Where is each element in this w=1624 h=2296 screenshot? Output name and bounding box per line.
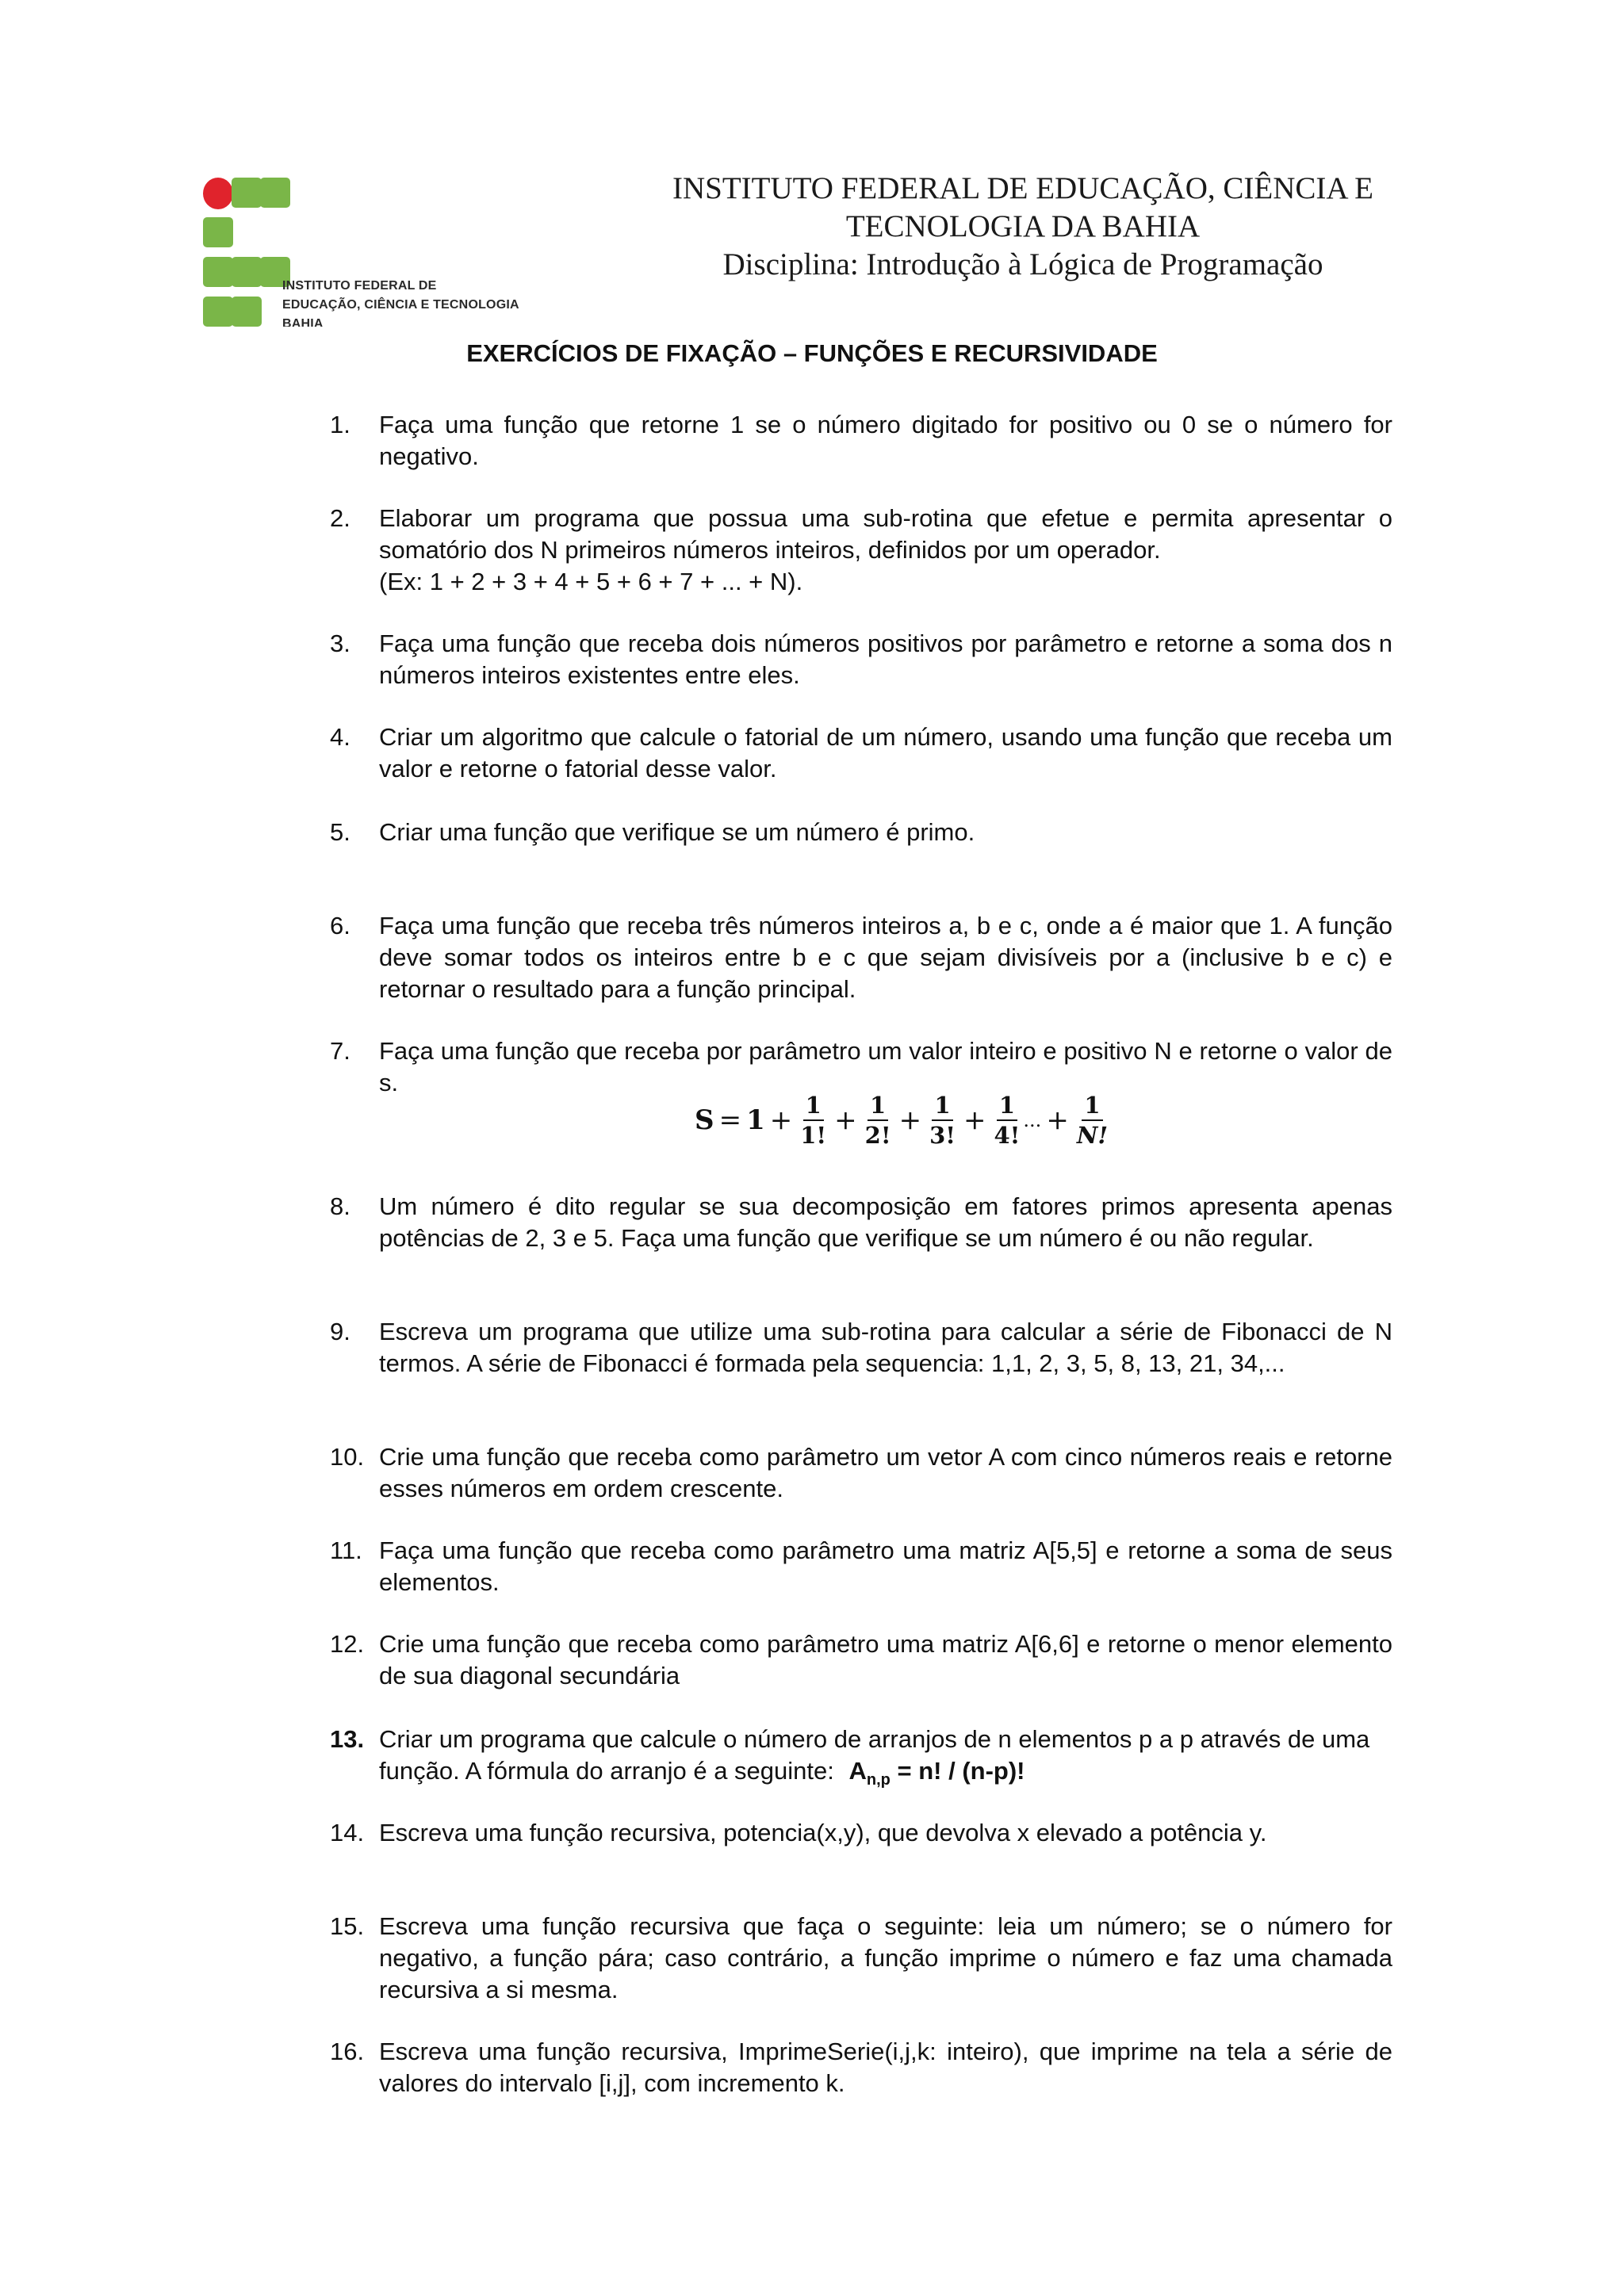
formula-fraction xyxy=(929,1091,956,1150)
formula-plus: + xyxy=(769,1104,793,1136)
exercise-number: 12. xyxy=(330,1630,365,1658)
exercise-number: 5. xyxy=(330,818,350,846)
exercise-item xyxy=(330,628,1392,691)
exercise-text: Escreva uma função recursiva, ImprimeSerie(i,j,k: inteiro), que imprime na tela a série de valores do intervalo [i,j], com incremento k. xyxy=(379,2038,1392,2097)
exercise-number: 3. xyxy=(330,629,350,657)
logo-text-line1: INSTITUTO FEDERAL DE xyxy=(282,279,437,293)
fraction-denominator: N! xyxy=(1076,1122,1109,1149)
logo-square xyxy=(203,297,233,327)
exercise-item xyxy=(330,1817,1392,1849)
formula-ellipsis: ... xyxy=(1023,1109,1042,1131)
exercise-text: Um número é dito regular se sua decomposição em fatores primos apresenta apenas potências de 2, 3 e 5. Faça uma função que verifique se um número é ou não regular. xyxy=(379,1192,1392,1252)
formula-plus: + xyxy=(898,1104,922,1136)
logo-text-line3: BAHIA xyxy=(282,317,324,327)
exercise-text: Escreva um programa que utilize uma sub-rotina para calcular a série de Fibonacci de N termos. A série de Fibonacci é formada pela sequencia: 1,1, 2, 3, 5, 8, 13, 21, 34,... xyxy=(379,1318,1392,1377)
exercise-text: Faça uma função que receba por parâmetro um valor inteiro e positivo N e retorne o valor de s. xyxy=(379,1037,1392,1096)
fraction-denominator: 4! xyxy=(994,1122,1021,1149)
exercise-number: 6. xyxy=(330,912,350,939)
header-line2: TECNOLOGIA DA BAHIA xyxy=(845,209,1201,243)
formula-plus: + xyxy=(963,1104,986,1136)
logo-square xyxy=(203,217,233,247)
exercise-text: Criar um algoritmo que calcule o fatorial de um número, usando uma função que receba um valor e retorne o fatorial desse valor. xyxy=(379,723,1392,783)
formula-plus: + xyxy=(1046,1104,1069,1136)
exercise-number: 16. xyxy=(330,2038,365,2065)
page-title: EXERCÍCIOS DE FIXAÇÃO – FUNÇÕES E RECURSIVIDADE xyxy=(466,339,1158,367)
exercise-number: 7. xyxy=(330,1037,350,1065)
exercise-item xyxy=(330,721,1392,785)
fraction-numerator: 1 xyxy=(932,1091,952,1121)
exercise-text: Criar um programa que calcule o número de arranjos de n elementos p a p através de uma função. A fórmula do arranjo é a seguinte: xyxy=(379,1725,1370,1785)
exercise-item xyxy=(330,409,1392,473)
exercise-number: 1. xyxy=(330,411,350,438)
exercise-item xyxy=(330,1191,1392,1254)
exercise-item xyxy=(330,1035,1392,1099)
fraction-denominator: 1! xyxy=(800,1122,827,1149)
exercise-text: Escreva uma função recursiva, potencia(x,y), que devolva x elevado a potência y. xyxy=(379,1819,1267,1846)
exercise-item xyxy=(330,910,1392,1005)
exercise-text: Escreva uma função recursiva que faça o seguinte: leia um número; se o número for negativo, a função pára; caso contrário, a função imprime o número e faz uma chamada recursiva a si mesma. xyxy=(379,1912,1392,2003)
exercise-text: Faça uma função que receba dois números positivos por parâmetro e retorne a soma dos n números inteiros existentes entre eles. xyxy=(379,629,1392,689)
exercise-number: 11. xyxy=(330,1536,362,1564)
exercise-text: Faça uma função que retorne 1 se o número digitado for positivo ou 0 se o número for negativo. xyxy=(379,411,1392,470)
header-discipline: Disciplina: Introdução à Lógica de Programação xyxy=(722,247,1323,281)
exercise-text: Crie uma função que receba como parâmetro um vetor A com cinco números reais e retorne esses números em ordem crescente. xyxy=(379,1443,1392,1502)
exercise-number: 8. xyxy=(330,1192,350,1220)
formula-fraction xyxy=(994,1091,1021,1150)
fraction-numerator: 1 xyxy=(803,1091,824,1121)
logo-red-dot xyxy=(203,178,233,209)
exercise-item xyxy=(330,1628,1392,1692)
formula-fraction xyxy=(800,1091,826,1150)
logo-square xyxy=(260,178,290,208)
logo-text-line2: EDUCAÇÃO, CIÊNCIA E TECNOLOGIA xyxy=(282,298,519,312)
exercise-number: 10. xyxy=(330,1443,365,1471)
exercise-number: 13. xyxy=(330,1725,365,1753)
series-formula xyxy=(695,1091,1111,1150)
fraction-numerator: 1 xyxy=(1082,1091,1102,1121)
exercise-item xyxy=(330,1911,1392,2006)
institution-header xyxy=(619,170,1427,284)
exercise-text: Elaborar um programa que possua uma sub-rotina que efetue e permita apresentar o somatório dos N primeiros números inteiros, definidos por um operador. xyxy=(379,504,1392,564)
formula-equals: = xyxy=(718,1104,742,1136)
fraction-denominator: 3! xyxy=(929,1122,956,1149)
institute-logo xyxy=(203,178,519,328)
exercise-text: Faça uma função que receba como parâmetro uma matriz A[5,5] e retorne a soma de seus elementos. xyxy=(379,1536,1392,1596)
exercise-item xyxy=(330,1724,1392,1796)
logo-square xyxy=(232,178,262,208)
exercise-text: Criar uma função que verifique se um número é primo. xyxy=(379,818,975,846)
arrangement-formula: $A_{n,p} = n$! / (n-p)! xyxy=(848,1757,1025,1789)
exercise-text: Faça uma função que receba três números inteiros a, b e c, onde a é maior que 1. A função deve somar todos os inteiros entre b e c que sejam divisíveis por a (inclusive b e c) e retornar o resultado para a função principal. xyxy=(379,912,1392,1003)
formula-lhs: S xyxy=(695,1104,714,1136)
fraction-denominator: 2! xyxy=(864,1122,891,1149)
exercise-item xyxy=(330,1441,1392,1505)
exercise-number: 9. xyxy=(330,1318,350,1345)
formula-first-term: 1 xyxy=(746,1104,765,1136)
logo-square xyxy=(232,297,262,327)
logo-square xyxy=(232,257,262,287)
header-line1: INSTITUTO FEDERAL DE EDUCAÇÃO, CIÊNCIA E xyxy=(672,171,1373,205)
exercise-text: Crie uma função que receba como parâmetro uma matriz A[6,6] e retorne o menor elemento de sua diagonal secundária xyxy=(379,1630,1392,1689)
exercise-number: 14. xyxy=(330,1819,365,1846)
formula-plus: + xyxy=(834,1104,857,1136)
exercise-number: 4. xyxy=(330,723,350,751)
exercise-item xyxy=(330,817,1392,848)
exercise-item xyxy=(330,503,1392,598)
formula-fraction xyxy=(1077,1091,1108,1150)
formula-fraction xyxy=(865,1091,891,1150)
exercise-number: 15. xyxy=(330,1912,365,1940)
exercise-item xyxy=(330,2036,1392,2099)
fraction-numerator: 1 xyxy=(868,1091,888,1121)
exercise-example: (Ex: 1 + 2 + 3 + 4 + 5 + 6 + 7 + ... + N). xyxy=(379,568,803,595)
logo-square xyxy=(203,257,233,287)
fraction-numerator: 1 xyxy=(997,1091,1017,1121)
exercise-item xyxy=(330,1535,1392,1598)
exercise-item xyxy=(330,1316,1392,1380)
exercise-number: 2. xyxy=(330,504,350,532)
